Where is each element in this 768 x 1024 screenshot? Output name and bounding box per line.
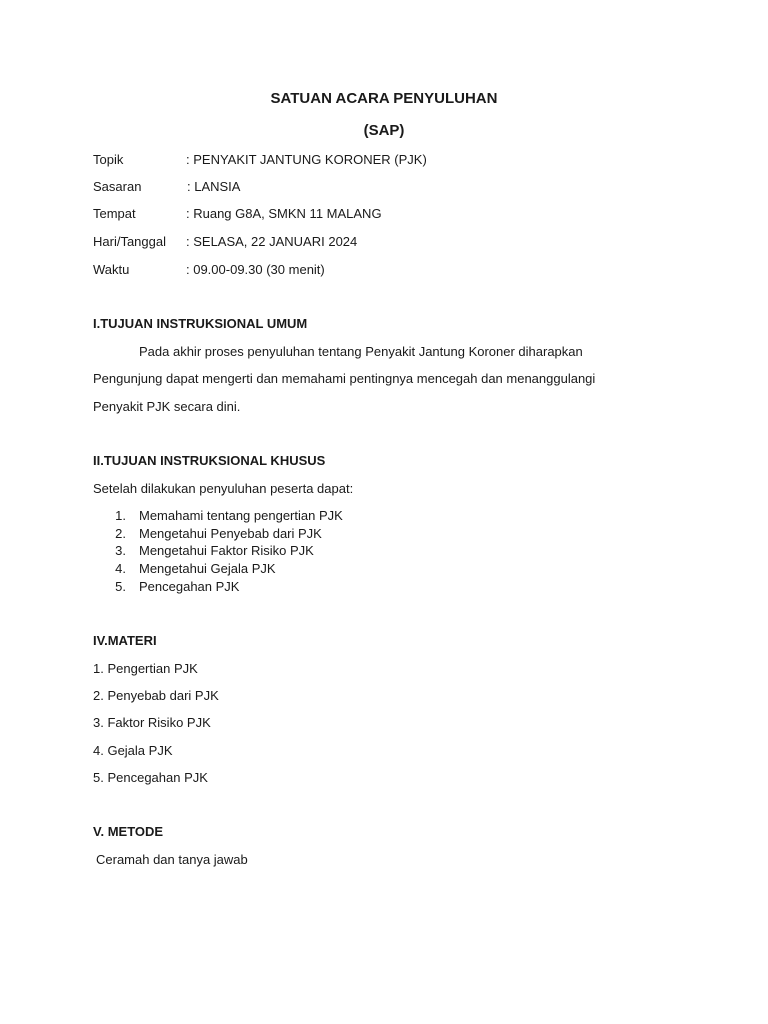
metode-text: Ceramah dan tanya jawab [96, 852, 248, 867]
info-label-tempat: Tempat [93, 206, 136, 221]
list-number: 3. [115, 543, 126, 558]
list-number: 5. [115, 579, 126, 594]
paragraph-line: Pengunjung dapat mengerti dan memahami pentingnya mencegah dan menanggulangi [93, 371, 596, 386]
info-label-waktu: Waktu [93, 262, 130, 277]
info-label-topik: Topik [93, 152, 124, 167]
list-item: Mengetahui Penyebab dari PJK [139, 526, 322, 541]
list-number: 1. [115, 508, 126, 523]
list-number: 2. [115, 526, 126, 541]
info-value-hari-tanggal: : SELASA, 22 JANUARI 2024 [186, 234, 358, 249]
list-item: Mengetahui Faktor Risiko PJK [139, 543, 314, 558]
section-intro: Setelah dilakukan penyuluhan peserta dapat: [93, 481, 354, 496]
info-label-sasaran: Sasaran [93, 179, 142, 194]
materi-item: 4. Gejala PJK [93, 743, 173, 758]
materi-item: 1. Pengertian PJK [93, 661, 198, 676]
materi-item: 3. Faktor Risiko PJK [93, 715, 211, 730]
info-value-waktu: : 09.00-09.30 (30 menit) [186, 262, 325, 277]
section-heading-metode: V. METODE [93, 824, 164, 839]
list-number: 4. [115, 561, 126, 576]
document-subtitle: (SAP) [363, 122, 405, 139]
materi-item: 2. Penyebab dari PJK [93, 688, 219, 703]
materi-item: 5. Pencegahan PJK [93, 770, 208, 785]
info-value-sasaran: : LANSIA [187, 179, 241, 194]
document-title: SATUAN ACARA PENYULUHAN [270, 90, 498, 107]
paragraph-line: Pada akhir proses penyuluhan tentang Penyakit Jantung Koroner diharapkan [139, 344, 583, 359]
paragraph-line: Penyakit PJK secara dini. [93, 399, 241, 414]
info-label-hari-tanggal: Hari/Tanggal [93, 234, 166, 249]
section-heading-materi: IV.MATERI [93, 633, 157, 648]
section-heading-tujuan-khusus: II.TUJUAN INSTRUKSIONAL KHUSUS [93, 453, 326, 468]
section-heading-tujuan-umum: I.TUJUAN INSTRUKSIONAL UMUM [93, 316, 308, 331]
list-item: Memahami tentang pengertian PJK [139, 508, 343, 523]
info-value-topik: : PENYAKIT JANTUNG KORONER (PJK) [186, 152, 427, 167]
info-value-tempat: : Ruang G8A, SMKN 11 MALANG [186, 206, 382, 221]
list-item: Mengetahui Gejala PJK [139, 561, 276, 576]
list-item: Pencegahan PJK [139, 579, 240, 594]
